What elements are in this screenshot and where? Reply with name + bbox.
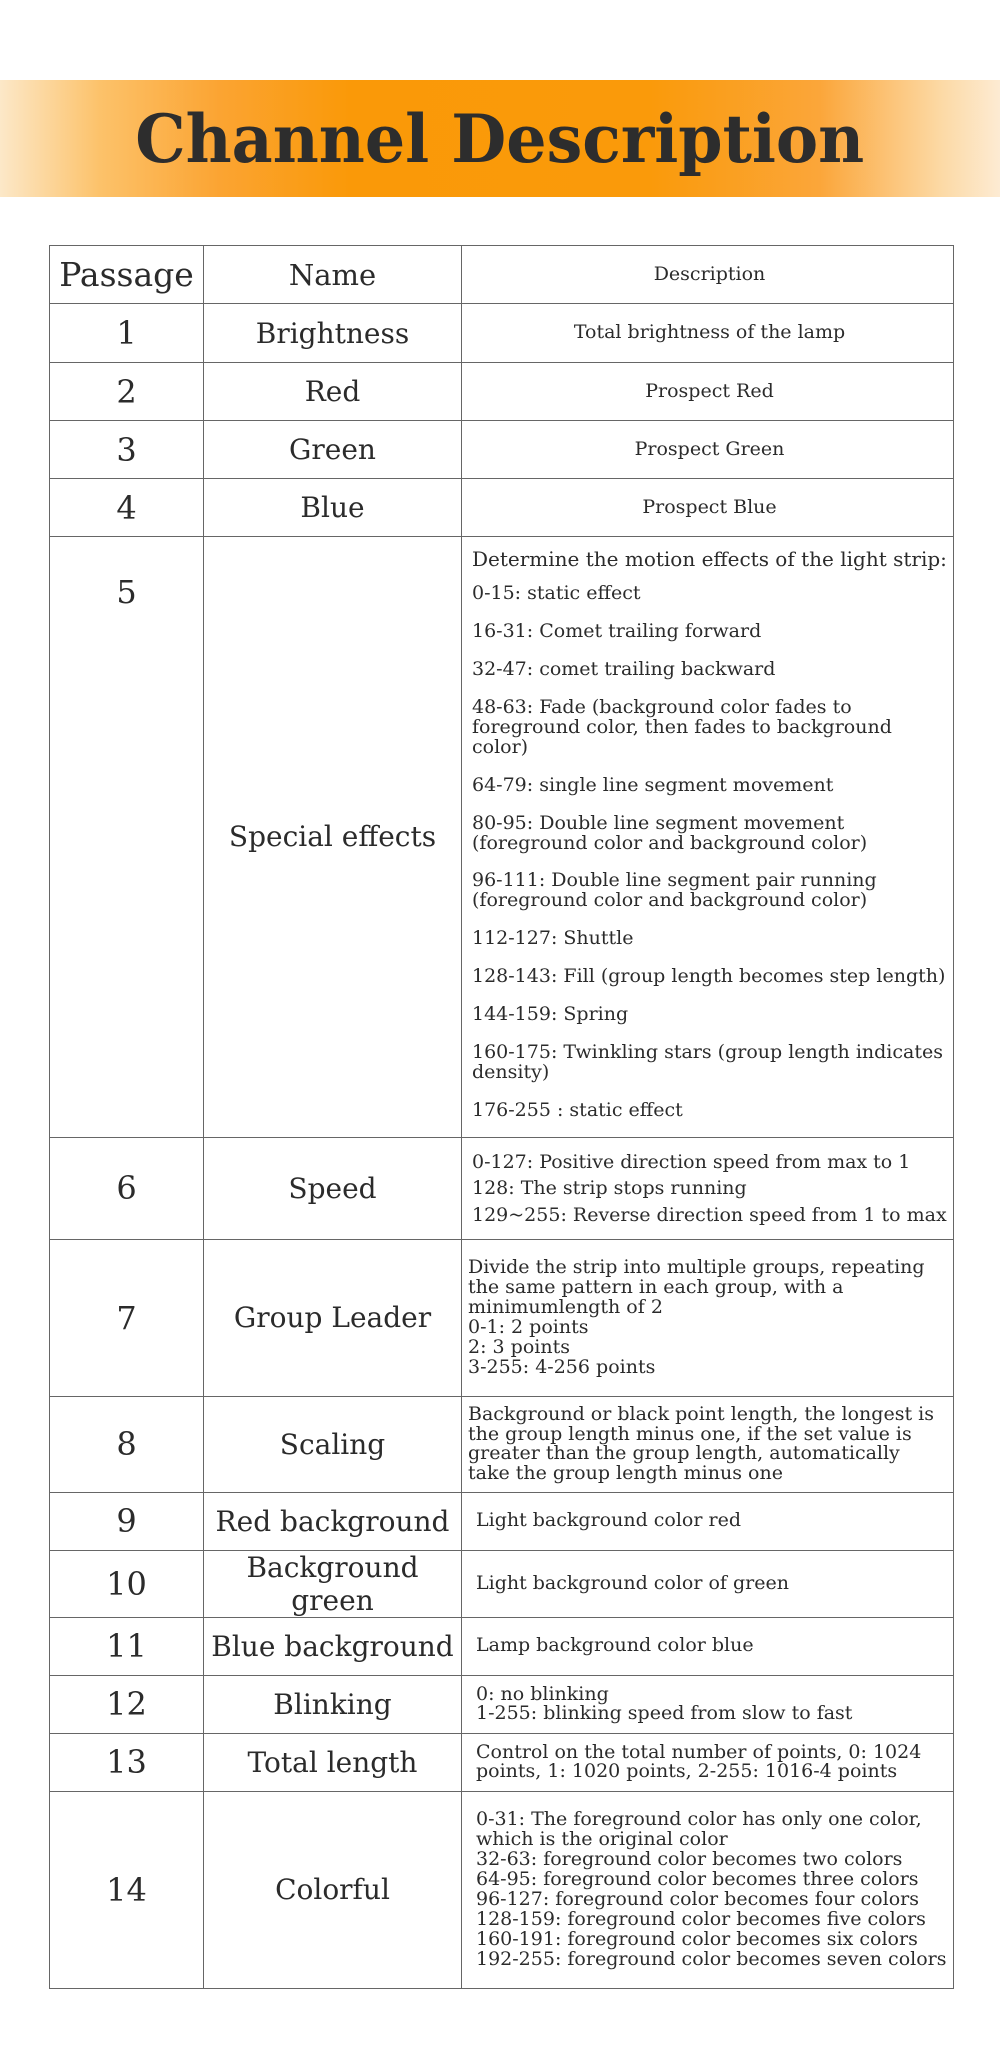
description-line: 160-191: foreground color becomes six colors [476, 1927, 918, 1950]
table-row [50, 537, 954, 1138]
effect-line: 48-63: Fade (background color fades to foreground color, then fades to background color) [472, 695, 892, 758]
channel-name: Red background [204, 1492, 462, 1550]
table-row [50, 1492, 954, 1550]
passage-number: 6 [50, 1137, 204, 1239]
header-passage: Passage [50, 246, 204, 304]
channel-description: Total brightness of the lamp [462, 304, 954, 363]
header-description: Description [462, 246, 954, 304]
description-line: 192-255: foreground color becomes seven colors [476, 1947, 947, 1970]
channel-name: Speed [204, 1137, 462, 1239]
table-row [50, 1396, 954, 1492]
description-line: 1-255: blinking speed from slow to fast [476, 1702, 853, 1725]
effect-line: 112-127: Shuttle [472, 927, 634, 950]
channel-description: Prospect Green [462, 421, 954, 479]
table-row [50, 1733, 954, 1791]
passage-number: 3 [50, 421, 204, 479]
effect-line: 128-143: Fill (group length becomes step length) [472, 965, 946, 988]
description-line: 0-1: 2 points [468, 1315, 589, 1338]
channel-description [462, 537, 954, 1138]
passage-number: 7 [50, 1239, 204, 1396]
passage-number: 13 [50, 1733, 204, 1791]
description-line: 2: 3 points [468, 1335, 570, 1358]
description-line: 0-31: The foreground color has only one color, which is the original color [476, 1808, 922, 1851]
passage-number: 8 [50, 1396, 204, 1492]
channel-name: Red [204, 363, 462, 421]
channel-name: Background green [204, 1550, 462, 1617]
table-row [50, 1675, 954, 1733]
table-row [50, 1239, 954, 1396]
channel-name: Total length [204, 1733, 462, 1791]
effect-line: 144-159: Spring [472, 1003, 629, 1026]
description-line: 129~255: Reverse direction speed from 1 to max [472, 1203, 947, 1226]
effect-line: 80-95: Double line segment movement (foreground color and background color) [472, 811, 868, 854]
table-row [50, 304, 954, 363]
channel-name: Blue background [204, 1617, 462, 1675]
channel-description: Light background color of green [462, 1550, 954, 1617]
channel-name: Special effects [204, 537, 462, 1138]
effect-line: 96-111: Double line segment pair running (foreground color and background color) [472, 869, 877, 912]
channel-name: Group Leader [204, 1239, 462, 1396]
table-row [50, 1550, 954, 1617]
effect-line: 64-79: single line segment movement [472, 773, 834, 796]
passage-number: 11 [50, 1617, 204, 1675]
effect-line: 0-15: static effect [472, 582, 641, 604]
channel-description [462, 1137, 954, 1239]
channel-name: Blinking [204, 1675, 462, 1733]
description-line: 0-127: Positive direction speed from max to 1 [472, 1150, 911, 1173]
channel-description [462, 1791, 954, 1988]
table-row [50, 479, 954, 537]
channel-description: Prospect Blue [462, 479, 954, 537]
description-line: 128: The strip stops running [472, 1177, 747, 1200]
table-header-row [50, 246, 954, 304]
channel-name: Blue [204, 479, 462, 537]
passage-number: 9 [50, 1492, 204, 1550]
channel-name: Brightness [204, 304, 462, 363]
description-line: 3-255: 4-256 points [468, 1355, 656, 1378]
effect-line: 32-47: comet trailing backward [472, 657, 776, 680]
channel-description: Control on the total number of points, 0: 1024 points, 1: 1020 points, 2-255: 1016-4 points [462, 1733, 954, 1791]
table-row [50, 1791, 954, 1988]
channel-description [462, 1675, 954, 1733]
table-row [50, 421, 954, 479]
channel-description [462, 1239, 954, 1396]
channel-name: Scaling [204, 1396, 462, 1492]
passage-number: 14 [50, 1791, 204, 1988]
channel-name: Colorful [204, 1791, 462, 1988]
channel-description: Background or black point length, the longest is the group length minus one, if the set value is greater than the group length, automatically take the group length minus one [462, 1396, 954, 1492]
table-row [50, 1617, 954, 1675]
description-line: 128-159: foreground color becomes five colors [476, 1907, 926, 1930]
page-title: Channel Description [135, 99, 865, 178]
header-name: Name [204, 246, 462, 304]
passage-number: 10 [50, 1550, 204, 1617]
passage-number: 1 [50, 304, 204, 363]
description-heading: Determine the motion effects of the light strip: [472, 547, 947, 571]
description-line: 96-127: foreground color becomes four colors [476, 1887, 919, 1910]
channel-description: Lamp background color blue [462, 1617, 954, 1675]
channel-description: Prospect Red [462, 363, 954, 421]
passage-number: 4 [50, 479, 204, 537]
effect-line: 16-31: Comet trailing forward [472, 619, 762, 642]
passage-number: 2 [50, 363, 204, 421]
description-line: 0: no blinking [476, 1682, 609, 1705]
table-row [50, 1137, 954, 1239]
description-line: 64-95: foreground color becomes three colors [476, 1868, 919, 1890]
passage-number: 5 [50, 537, 204, 1138]
effect-line: 160-175: Twinkling stars (group length indicates density) [472, 1041, 943, 1084]
passage-number: 12 [50, 1675, 204, 1733]
channel-table [49, 245, 954, 1989]
title-banner [0, 80, 1000, 197]
description-line: Divide the strip into multiple groups, repeating the same pattern in each group, with a minimumlength of 2 [468, 1256, 925, 1318]
table-row [50, 363, 954, 421]
channel-description: Light background color red [462, 1492, 954, 1550]
channel-name: Green [204, 421, 462, 479]
description-line: 32-63: foreground color becomes two colors [476, 1848, 903, 1871]
effect-line: 176-255 : static effect [472, 1099, 683, 1121]
